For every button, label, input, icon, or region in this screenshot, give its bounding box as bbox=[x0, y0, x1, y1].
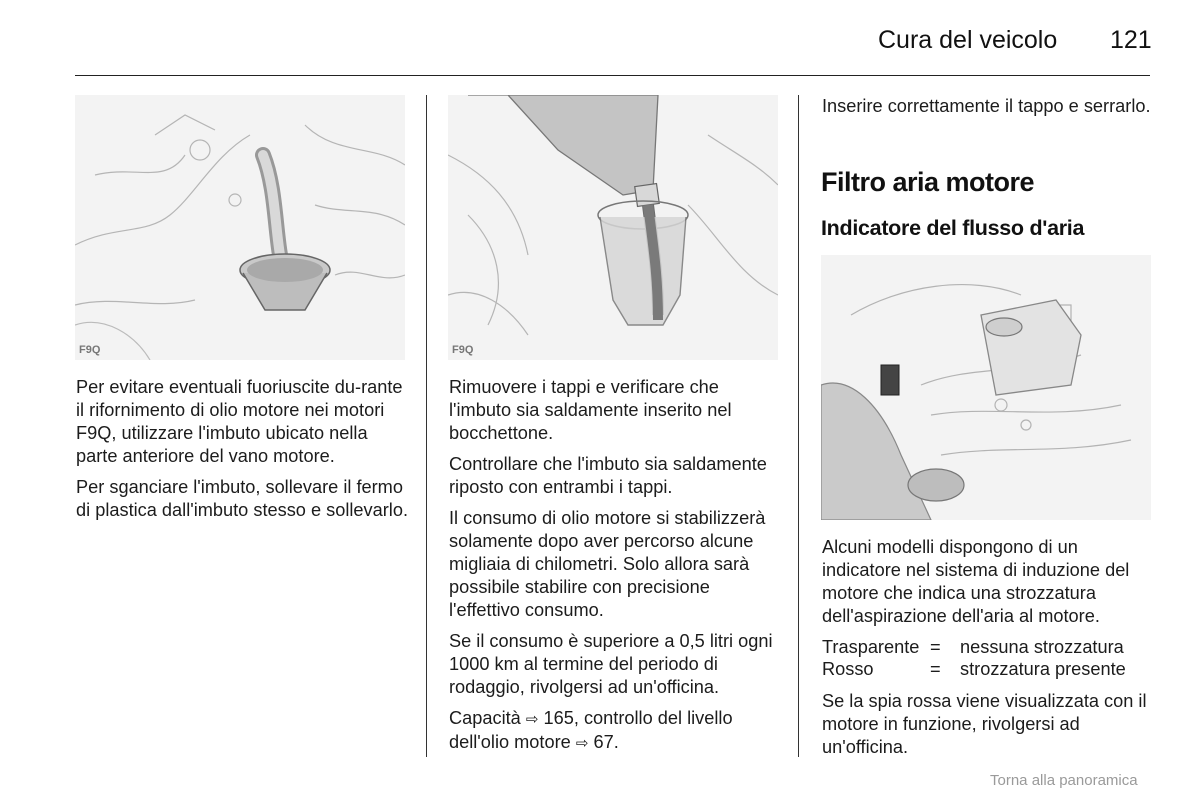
section-heading: Filtro aria motore bbox=[821, 167, 1035, 197]
legend-description: nessuna strozzatura bbox=[960, 637, 1124, 657]
cross-reference-arrow-icon: ⇨ bbox=[525, 711, 539, 728]
paragraph: Per evitare eventuali fuoriuscite du-rante il rifornimento di olio motore nei motori F9Q, utilizzare l'imbuto ubicato nella parte anteriore del vano motore. bbox=[76, 377, 403, 466]
paragraph: Se la spia rossa viene visualizzata con il motore in funzione, rivolgersi ad un'officina. bbox=[822, 691, 1147, 757]
running-header-title: Cura del veicolo bbox=[878, 26, 1058, 54]
oil-pouring-drawing bbox=[448, 95, 778, 360]
paragraph: Il consumo di olio motore si stabilizzerà solamente dopo aver percorso alcune migliaia di chilometri. Solo allora sarà possibile stabilire con precisione l'effettivo consumo. bbox=[449, 508, 766, 620]
legend-equals: = bbox=[930, 659, 941, 679]
paragraph: Controllare che l'imbuto sia saldamente riposto con entrambi i tappi. bbox=[449, 454, 767, 497]
column-1-text bbox=[76, 376, 411, 530]
page-reference-link[interactable]: 67. bbox=[593, 732, 619, 752]
column-divider-1 bbox=[426, 95, 427, 757]
cross-reference-arrow-icon: ⇨ bbox=[575, 735, 589, 752]
paragraph: Inserire correttamente il tappo e serrarlo. bbox=[822, 96, 1151, 116]
page-number: 121 bbox=[1110, 26, 1152, 54]
capacity-reference: Capacità ⇨ 165, controllo del livello dell'olio motore ⇨ 67. bbox=[449, 708, 733, 752]
legend-term: Trasparente bbox=[822, 637, 920, 657]
engine-funnel-drawing bbox=[75, 95, 405, 360]
back-to-overview-link[interactable]: Torna alla panoramica bbox=[990, 772, 1138, 789]
paragraph: Rimuovere i tappi e verificare che l'imbuto sia saldamente inserito nel bocchettone. bbox=[449, 377, 732, 443]
figure-label: F9Q bbox=[452, 344, 474, 356]
column-3-intro bbox=[822, 95, 1152, 126]
air-filter-illustration bbox=[821, 255, 1151, 520]
page-reference-link[interactable]: 165, controllo del livello bbox=[543, 708, 733, 728]
column-3-text bbox=[822, 536, 1157, 767]
paragraph: Per sganciare l'imbuto, sollevare il fermo di plastica dall'imbuto stesso e sollevarlo. bbox=[76, 477, 409, 520]
header-rule bbox=[75, 75, 1150, 76]
legend-equals: = bbox=[930, 637, 941, 657]
column-divider-2 bbox=[798, 95, 799, 757]
legend-row-red bbox=[822, 658, 1157, 680]
figure-label: F9Q bbox=[79, 344, 101, 356]
legend-term: Rosso bbox=[822, 659, 874, 679]
legend-description: strozzatura presente bbox=[960, 659, 1126, 679]
engine-funnel-illustration bbox=[75, 95, 405, 360]
paragraph: Alcuni modelli dispongono di un indicatore nel sistema di induzione del motore che indica una strozzatura dell'aspirazione dell'aria al motore. bbox=[822, 537, 1130, 626]
subsection-heading: Indicatore del flusso d'aria bbox=[821, 216, 1085, 240]
air-filter-drawing bbox=[821, 255, 1151, 520]
column-2-text bbox=[449, 376, 784, 755]
oil-pouring-illustration bbox=[448, 95, 778, 360]
legend-row-transparent bbox=[822, 636, 1157, 658]
legend bbox=[822, 636, 1157, 680]
paragraph: Se il consumo è superiore a 0,5 litri ogni 1000 km al termine del periodo di rodaggio, rivolgersi ad un'officina. bbox=[449, 631, 773, 697]
